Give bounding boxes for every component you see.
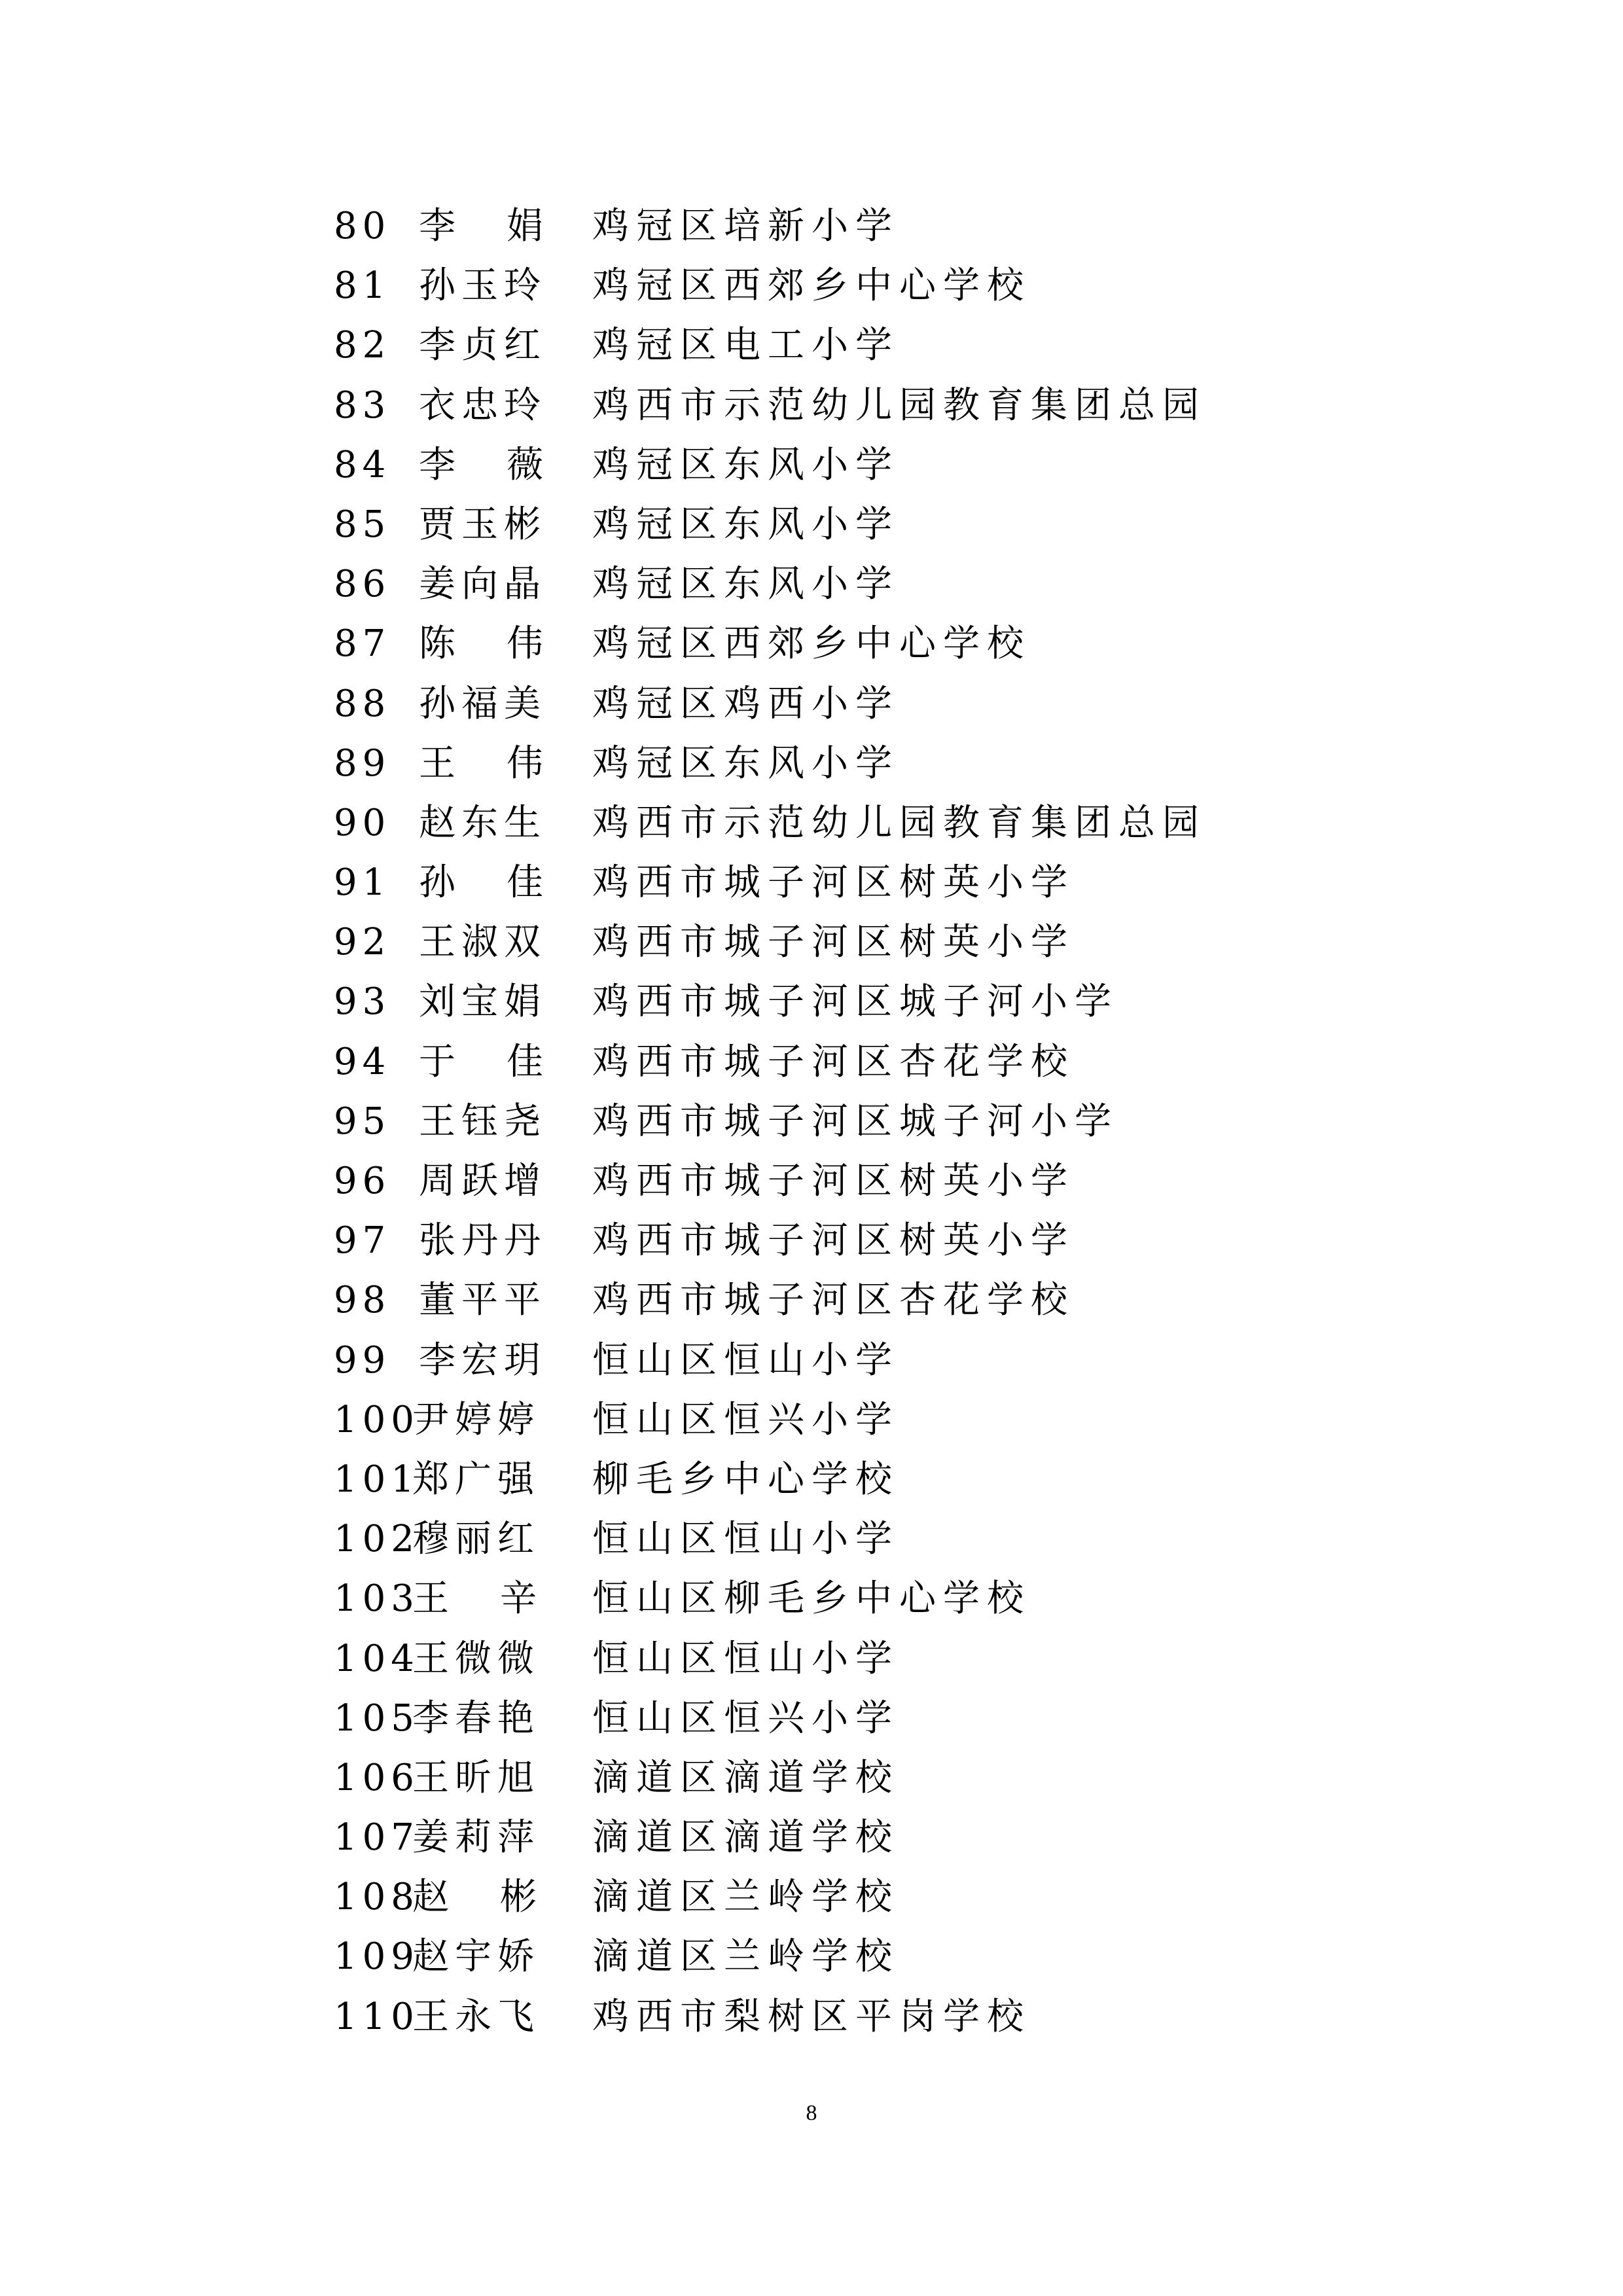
entry-number: 106 [334, 1756, 419, 1799]
entry-name: 刘宝娟 [419, 980, 546, 1024]
entry-organization: 滴道区滴道学校 [592, 1756, 899, 1799]
entry-number: 110 [334, 1995, 419, 2038]
list-item [334, 1151, 1577, 1211]
page-number: 8 [806, 2101, 817, 2125]
list-item [334, 1748, 1577, 1808]
entry-number: 83 [334, 384, 391, 427]
entry-number: 80 [334, 205, 391, 247]
entry-number: 96 [334, 1160, 391, 1202]
entry-name: 姜莉萍 [412, 1816, 540, 1859]
entry-number: 86 [334, 563, 391, 606]
entry-number: 100 [334, 1398, 419, 1441]
entry-name: 孙玉玲 [419, 264, 546, 308]
entry-organization: 恒山区恒山小学 [592, 1518, 899, 1561]
list-item [334, 1032, 1577, 1092]
entry-organization: 鸡西市城子河区城子河小学 [592, 1100, 1118, 1143]
name-list [334, 196, 1577, 2047]
entry-number: 84 [334, 443, 391, 486]
entry-number: 99 [334, 1338, 391, 1382]
entry-name: 赵宇娇 [412, 1935, 540, 1979]
entry-name: 李 薇 [419, 443, 543, 486]
entry-number: 93 [334, 980, 391, 1024]
entry-name: 李 娟 [419, 205, 543, 247]
entry-number: 81 [334, 264, 391, 308]
entry-organization: 鸡西市城子河区树英小学 [592, 861, 1075, 905]
entry-name: 董平平 [419, 1279, 546, 1322]
entry-name: 尹婷婷 [412, 1398, 540, 1441]
entry-name: 李春艳 [412, 1696, 540, 1740]
list-item [334, 1987, 1577, 2047]
entry-name: 王钰尧 [419, 1100, 546, 1143]
entry-organization: 鸡西市城子河区树英小学 [592, 921, 1075, 964]
entry-organization: 鸡冠区东风小学 [592, 563, 899, 606]
entry-number: 85 [334, 503, 391, 546]
entry-name: 陈 伟 [419, 622, 543, 666]
entry-number: 82 [334, 324, 391, 367]
entry-organization: 恒山区恒兴小学 [592, 1398, 899, 1441]
list-item [334, 853, 1577, 912]
entry-name: 孙 佳 [419, 861, 543, 905]
list-item [334, 674, 1577, 734]
entry-name: 衣忠玲 [419, 384, 546, 427]
entry-number: 95 [334, 1100, 391, 1143]
entry-number: 104 [334, 1637, 419, 1680]
entry-name: 姜向晶 [419, 563, 546, 606]
entry-number: 105 [334, 1696, 419, 1740]
entry-organization: 鸡冠区东风小学 [592, 742, 899, 785]
entry-name: 王微微 [412, 1637, 540, 1680]
entry-number: 107 [334, 1816, 419, 1859]
list-item [334, 1927, 1577, 1986]
list-item [334, 495, 1577, 554]
entry-organization: 恒山区恒山小学 [592, 1338, 899, 1382]
entry-organization: 恒山区柳毛乡中心学校 [592, 1577, 1031, 1621]
entry-organization: 鸡西市示范幼儿园教育集团总园 [592, 801, 1206, 844]
list-item [334, 1569, 1577, 1628]
list-item [334, 196, 1577, 256]
entry-number: 87 [334, 622, 391, 666]
list-item [334, 315, 1577, 375]
entry-number: 102 [334, 1518, 419, 1561]
list-item [334, 1450, 1577, 1509]
list-item [334, 1629, 1577, 1689]
entry-name: 王 伟 [419, 742, 543, 785]
entry-organization: 滴道区兰岭学校 [592, 1876, 899, 1919]
list-item [334, 614, 1577, 673]
entry-organization: 鸡西市示范幼儿园教育集团总园 [592, 384, 1206, 427]
list-item [334, 1509, 1577, 1569]
entry-number: 109 [334, 1935, 419, 1979]
list-item [334, 1270, 1577, 1330]
entry-organization: 恒山区恒山小学 [592, 1637, 899, 1680]
list-item [334, 1092, 1577, 1151]
entry-number: 98 [334, 1279, 391, 1322]
entry-organization: 滴道区滴道学校 [592, 1816, 899, 1859]
entry-organization: 鸡西市城子河区城子河小学 [592, 980, 1118, 1024]
list-item [334, 1331, 1577, 1390]
entry-organization: 鸡西市城子河区树英小学 [592, 1160, 1075, 1202]
entry-name: 赵 彬 [412, 1876, 537, 1919]
list-item [334, 256, 1577, 315]
entry-number: 101 [334, 1458, 419, 1501]
entry-name: 贾玉彬 [419, 503, 546, 546]
entry-number: 97 [334, 1219, 391, 1263]
entry-organization: 鸡冠区西郊乡中心学校 [592, 264, 1031, 308]
list-item [334, 1689, 1577, 1748]
entry-name: 孙福美 [419, 682, 546, 725]
list-item [334, 554, 1577, 614]
entry-name: 李贞红 [419, 324, 546, 367]
entry-name: 穆丽红 [412, 1518, 540, 1561]
entry-organization: 恒山区恒兴小学 [592, 1696, 899, 1740]
entry-name: 李宏玥 [419, 1338, 546, 1382]
list-item [334, 435, 1577, 495]
list-item [334, 912, 1577, 972]
entry-name: 王昕旭 [412, 1756, 540, 1799]
entry-number: 91 [334, 861, 391, 905]
entry-name: 郑广强 [412, 1458, 540, 1501]
entry-number: 108 [334, 1876, 419, 1919]
entry-name: 王 辛 [412, 1577, 537, 1621]
entry-organization: 鸡西市城子河区杏花学校 [592, 1279, 1075, 1322]
list-item [334, 1211, 1577, 1270]
entry-number: 88 [334, 682, 391, 725]
list-item [334, 1867, 1577, 1927]
entry-number: 90 [334, 801, 391, 844]
list-item [334, 972, 1577, 1031]
entry-name: 王永飞 [412, 1995, 540, 2038]
list-item [334, 1808, 1577, 1867]
entry-organization: 鸡西市城子河区树英小学 [592, 1219, 1075, 1263]
entry-name: 周跃增 [419, 1160, 546, 1202]
entry-name: 张丹丹 [419, 1219, 546, 1263]
entry-organization: 柳毛乡中心学校 [592, 1458, 899, 1501]
entry-organization: 鸡冠区西郊乡中心学校 [592, 622, 1031, 666]
list-item [334, 734, 1577, 793]
entry-organization: 鸡冠区东风小学 [592, 503, 899, 546]
entry-organization: 鸡西市梨树区平岗学校 [592, 1995, 1031, 2038]
entry-number: 103 [334, 1577, 419, 1621]
entry-organization: 鸡冠区鸡西小学 [592, 682, 899, 725]
list-item [334, 793, 1577, 853]
entry-number: 92 [334, 921, 391, 964]
entry-organization: 滴道区兰岭学校 [592, 1935, 899, 1979]
list-item [334, 376, 1577, 435]
entry-name: 于 佳 [419, 1040, 543, 1083]
entry-organization: 鸡冠区培新小学 [592, 205, 899, 247]
entry-organization: 鸡西市城子河区杏花学校 [592, 1040, 1075, 1083]
entry-number: 94 [334, 1040, 391, 1083]
entry-name: 王淑双 [419, 921, 546, 964]
entry-number: 89 [334, 742, 391, 785]
entry-name: 赵东生 [419, 801, 546, 844]
list-item [334, 1390, 1577, 1450]
entry-organization: 鸡冠区东风小学 [592, 443, 899, 486]
entry-organization: 鸡冠区电工小学 [592, 324, 899, 367]
